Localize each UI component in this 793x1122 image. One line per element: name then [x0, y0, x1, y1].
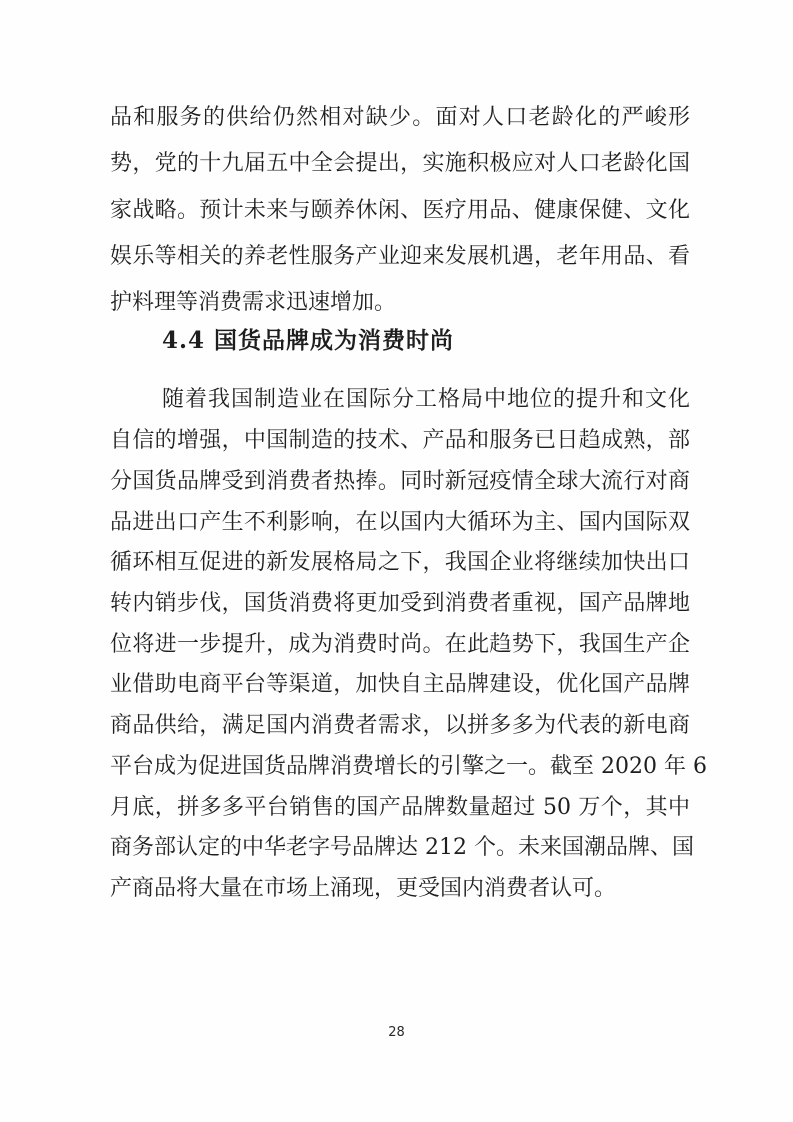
page-footer: [0, 1021, 793, 1040]
paragraph-continuation: [110, 95, 690, 326]
text-line: 护料理等消费需求迅速增加。: [110, 290, 397, 316]
text-line: 随着我国制造业在国际分工格局中地位的提升和文化: [162, 387, 690, 413]
text-line: 月底，拼多多平台销售的国产品牌数量超过 50 万个，其中: [110, 794, 690, 820]
text-line: 自信的增强，中国制造的技术、产品和服务已日趋成熟，部: [110, 428, 690, 454]
text-line: 业借助电商平台等渠道，加快自主品牌建设，优化国产品牌: [110, 672, 690, 698]
text-line: 娱乐等相关的养老性服务产业迎来发展机遇，老年用品、看: [110, 243, 690, 269]
section-heading: 4.4 国货品牌成为消费时尚: [162, 327, 455, 355]
section-paragraph: [110, 380, 707, 909]
text-line: 势，党的十九届五中全会提出，实施积极应对人口老龄化国: [110, 151, 690, 177]
text-line: 平台成为促进国货品牌消费增长的引擎之一。截至 2020 年 6: [110, 753, 707, 779]
text-line: 商务部认定的中华老字号品牌达 212 个。未来国潮品牌、国: [110, 835, 694, 861]
text-line: 产商品将大量在市场上涌现，更受国内消费者认可。: [110, 875, 617, 901]
text-line: 转内销步伐，国货消费将更加受到消费者重视，国产品牌地: [110, 591, 690, 616]
text-line: 循环相互促进的新发展格局之下，我国企业将继续加快出口: [110, 550, 690, 576]
page-number: 28: [388, 1025, 405, 1040]
text-line: 品和服务的供给仍然相对缺少。面对人口老龄化的严峻形: [110, 105, 690, 130]
page-body: [110, 95, 707, 910]
text-line: 位将进一步提升，成为消费时尚。在此趋势下，我国生产企: [110, 631, 690, 657]
text-line: 家战略。预计未来与颐养休闲、医疗用品、健康保健、文化: [110, 197, 690, 223]
text-line: 品进出口产生不利影响，在以国内大循环为主、国内国际双: [110, 509, 690, 535]
text-line: 分国货品牌受到消费者热捧。同时新冠疫情全球大流行对商: [110, 468, 690, 494]
text-line: 商品供给，满足国内消费者需求，以拼多多为代表的新电商: [110, 713, 690, 739]
